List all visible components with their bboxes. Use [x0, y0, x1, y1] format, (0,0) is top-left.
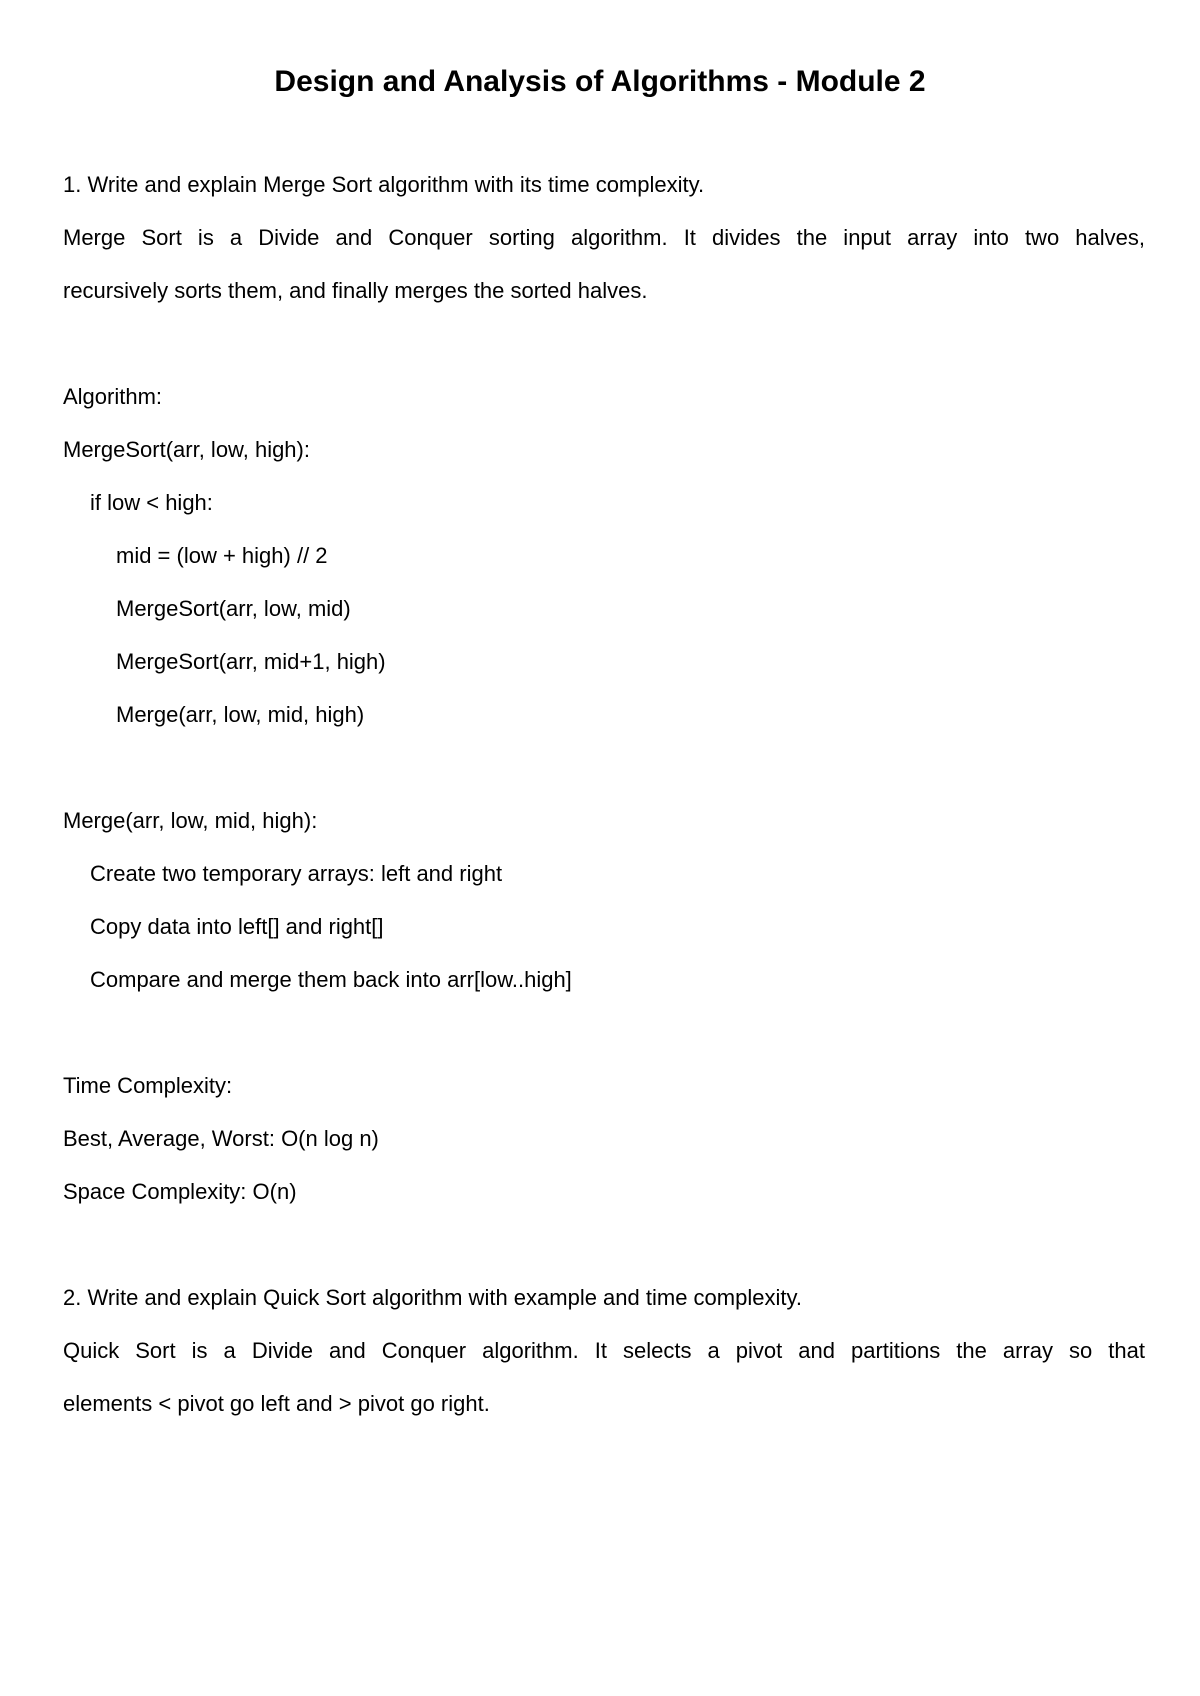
- mergesort-signature: MergeSort(arr, low, high):: [63, 437, 310, 462]
- time-complexity-value: Best, Average, Worst: O(n log n): [63, 1126, 379, 1151]
- mergesort-mid: mid = (low + high) // 2: [116, 543, 328, 568]
- merge-step-2: Copy data into left[] and right[]: [90, 914, 384, 939]
- mergesort-if: if low < high:: [90, 490, 213, 515]
- merge-step-3: Compare and merge them back into arr[low..high]: [90, 967, 572, 992]
- time-complexity-label: Time Complexity:: [63, 1073, 233, 1098]
- q1-heading: 1. Write and explain Merge Sort algorithm with its time complexity.: [63, 172, 705, 197]
- mergesort-merge-call: Merge(arr, low, mid, high): [116, 702, 365, 727]
- mergesort-right-call: MergeSort(arr, mid+1, high): [116, 649, 386, 674]
- merge-step-1: Create two temporary arrays: left and right: [90, 861, 503, 886]
- q2-intro-line-1: Quick Sort is a Divide and Conquer algorithm. It selects a pivot and partitions the array so that: [63, 1338, 1145, 1363]
- merge-signature: Merge(arr, low, mid, high):: [63, 808, 318, 833]
- algorithm-label: Algorithm:: [63, 384, 163, 409]
- page-title: Design and Analysis of Algorithms - Module 2: [274, 65, 926, 98]
- space-complexity: Space Complexity: O(n): [63, 1179, 297, 1204]
- q1-intro-line-1: Merge Sort is a Divide and Conquer sorting algorithm. It divides the input array into two halves,: [63, 225, 1145, 250]
- q1-intro-line-2: recursively sorts them, and finally merges the sorted halves.: [63, 278, 648, 303]
- mergesort-left-call: MergeSort(arr, low, mid): [116, 596, 351, 621]
- q2-intro-line-2: elements < pivot go left and > pivot go right.: [63, 1391, 490, 1416]
- q2-heading: 2. Write and explain Quick Sort algorithm with example and time complexity.: [63, 1285, 802, 1310]
